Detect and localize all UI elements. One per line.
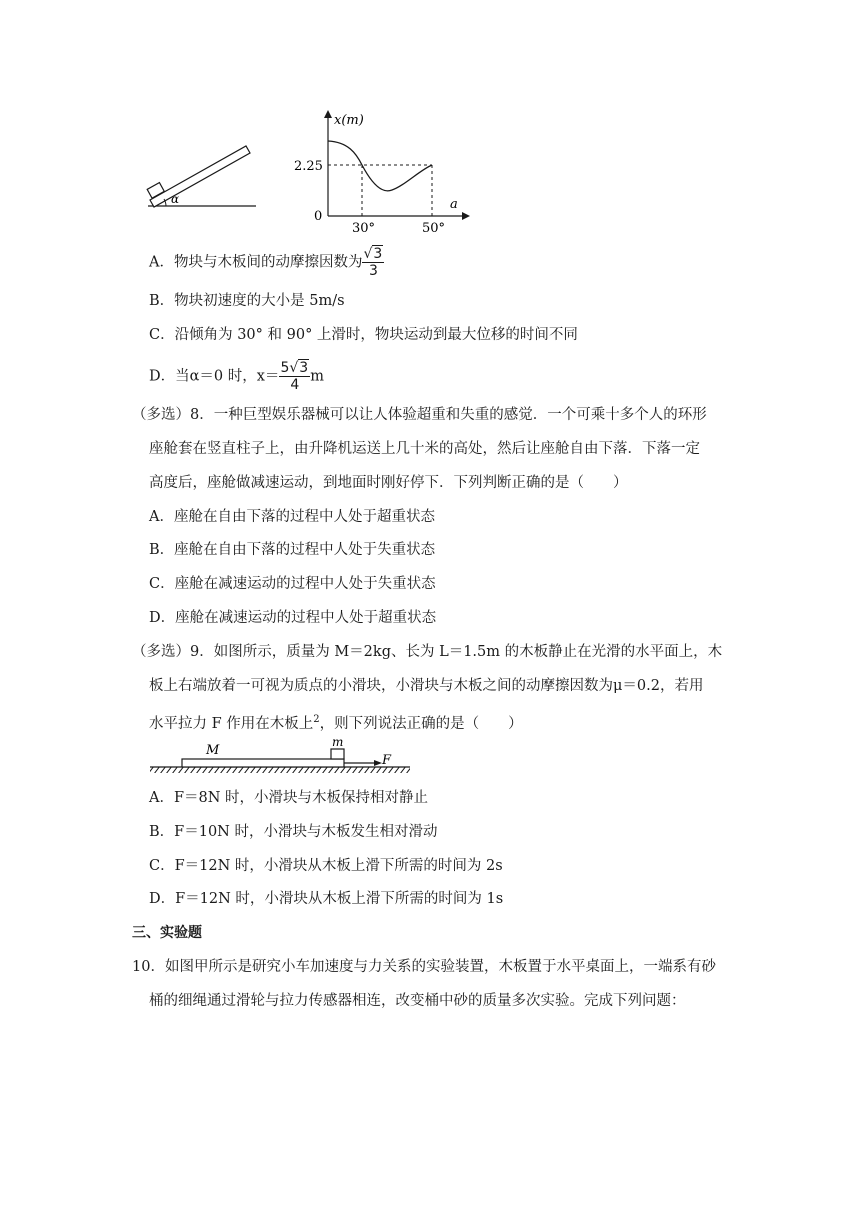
board: [182, 759, 344, 767]
x-vs-angle-graph: [290, 108, 480, 236]
q9-stem-line-3: 水平拉力 F 作用在木板上$^2$，则下列说法正确的是（ ）: [149, 714, 523, 732]
q8-stem-line-1: （多选）8．一种巨型娱乐器械可以让人体验超重和失重的感觉．一个可乘十多个人的环形: [132, 407, 707, 423]
graph-curve: [328, 141, 432, 191]
q7-option-a: [149, 246, 384, 279]
q9-stem-line-1: （多选）9．如图所示，质量为 M＝2kg、长为 L＝1.5m 的木板静止在光滑的水平面上，木: [132, 644, 723, 660]
graph-x-tick-50: 50°: [422, 221, 446, 236]
q9-option-a: A．F＝8N 时，小滑块与木板保持相对静止: [149, 790, 429, 806]
q7-option-c: C．沿倾角为 30° 和 90° 上滑时，物块运动到最大位移的时间不同: [149, 327, 578, 343]
graph-y-label: x(m): [334, 113, 364, 128]
incline-angle-label: α: [171, 192, 180, 206]
incline-figure: [140, 140, 270, 212]
q7-option-a-text: A．物块与木板间的动摩擦因数为: [149, 254, 363, 271]
q7-option-a-fraction: $\frac{√3}{3}$: [363, 246, 383, 279]
q8-option-b: B．座舱在自由下落的过程中人处于失重状态: [149, 542, 436, 558]
board-block-figure: [148, 734, 418, 774]
q8-option-c: C．座舱在减速运动的过程中人处于失重状态: [149, 576, 436, 592]
q7-option-d: D．当α＝0 时，x＝ $\frac{5√3}{4}$ m: [149, 360, 324, 393]
q9-option-d: D．F＝12N 时，小滑块从木板上滑下所需的时间为 1s: [149, 891, 504, 907]
q8-option-a: A．座舱在自由下落的过程中人处于超重状态: [149, 509, 435, 525]
block: [331, 749, 344, 759]
q7-option-d-fraction: $\frac{5√3}{4}$: [280, 360, 309, 393]
graph-x-tick-30: 30°: [352, 221, 376, 236]
board-label-M: M: [206, 743, 220, 758]
q10-stem-line-2: 桶的细绳通过滑轮与拉力传感器相连，改变桶中砂的质量多次实验。完成下列问题：: [149, 993, 686, 1009]
graph-origin: 0: [314, 209, 323, 224]
q8-stem-line-3: 高度后，座舱做减速运动，到地面时刚好停下．下列判断正确的是（ ）: [149, 475, 628, 491]
section-heading: 三、实验题: [132, 925, 202, 941]
q9-stem-line-2: 板上右端放着一可视为质点的小滑块，小滑块与木板之间的动摩擦因数为μ＝0.2，若用: [149, 678, 704, 694]
force-label-F: F: [382, 753, 392, 768]
q7-option-b: B．物块初速度的大小是 5m/s: [149, 293, 345, 309]
block-label-m: m: [332, 735, 344, 749]
q9-option-c: C．F＝12N 时，小滑块从木板上滑下所需的时间为 2s: [149, 858, 503, 874]
q10-stem-line-1: 10．如图甲所示是研究小车加速度与力关系的实验装置，木板置于水平桌面上，一端系有砂: [132, 959, 716, 975]
graph-x-label: a: [450, 197, 458, 212]
q8-stem-line-2: 座舱套在竖直柱子上，由升降机运送上几十米的高处，然后让座舱自由下落．下落一定: [149, 441, 700, 457]
graph-y-tick: 2.25: [294, 159, 323, 174]
q8-option-d: D．座舱在减速运动的过程中人处于超重状态: [149, 610, 437, 626]
q9-option-b: B．F＝10N 时，小滑块与木板发生相对滑动: [149, 824, 438, 840]
